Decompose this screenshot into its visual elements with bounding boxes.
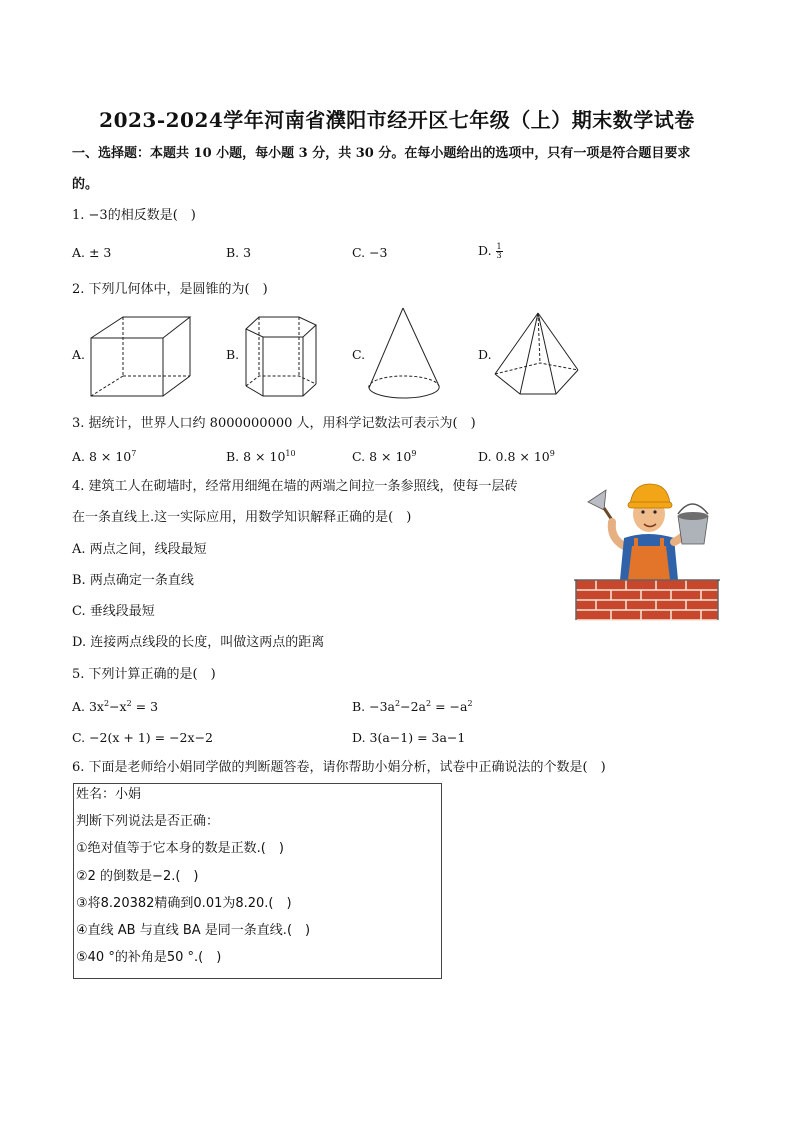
q2-option-c: C. bbox=[352, 347, 366, 362]
q3-b-base: B. 8 × 10 bbox=[226, 449, 286, 464]
q2-stem: 2. 下列几何体中，是圆锥的为( ) bbox=[72, 282, 268, 297]
q5-option-a bbox=[72, 699, 158, 714]
q1-option-d bbox=[478, 243, 503, 260]
hexagonal-prism-figure bbox=[243, 314, 321, 400]
q5-option-b bbox=[352, 699, 473, 714]
q3-option-d bbox=[478, 449, 555, 464]
q5-stem: 5. 下列计算正确的是( ) bbox=[72, 667, 216, 682]
q5-a-part2: −x bbox=[109, 699, 127, 714]
section-heading-line1: 一、选择题：本题共 10 小题，每小题 3 分，共 30 分。在每小题给出的选项中，只有一项是符合题目要求 bbox=[72, 146, 691, 161]
answer-sheet-box bbox=[73, 783, 442, 979]
q3-d-exponent: 9 bbox=[549, 449, 555, 458]
q3-option-c bbox=[352, 449, 416, 464]
q5-option-d: D. 3(a−1) = 3a−1 bbox=[352, 730, 466, 745]
q4-option-c: C. 垂线段最短 bbox=[72, 604, 155, 619]
q3-d-base: D. 0.8 × 10 bbox=[478, 449, 550, 464]
page-title: 2023-2024学年河南省濮阳市经开区七年级（上）期末数学试卷 bbox=[99, 108, 695, 132]
q5-b-part3: = −a bbox=[431, 699, 468, 714]
q4-stem-line2: 在一条直线上.这一实际应用，用数学知识解释正确的是( ) bbox=[72, 510, 412, 525]
fraction-numerator: 1 bbox=[496, 242, 502, 251]
answer-sheet-instruction: 判断下列说法是否正确： bbox=[76, 814, 220, 829]
q3-c-base: C. 8 × 10 bbox=[352, 449, 412, 464]
q1-option-c: C. −3 bbox=[352, 245, 388, 260]
q3-b-exponent: 10 bbox=[285, 449, 296, 458]
q5-a-part1: A. 3x bbox=[72, 699, 104, 714]
q5-a-exp2: 2 bbox=[126, 699, 132, 708]
q2-option-b: B. bbox=[226, 347, 240, 362]
bricklayer-illustration bbox=[574, 480, 720, 622]
q1-stem: 1. −3的相反数是( ) bbox=[72, 208, 196, 223]
q4-option-a: A. 两点之间，线段最短 bbox=[72, 542, 207, 557]
q5-b-part2: −2a bbox=[400, 699, 426, 714]
cone-figure bbox=[367, 306, 445, 402]
q4-option-b: B. 两点确定一条直线 bbox=[72, 573, 194, 588]
q3-c-exponent: 9 bbox=[411, 449, 417, 458]
q2-option-a: A. bbox=[72, 347, 86, 362]
fraction-denominator: 3 bbox=[496, 251, 502, 260]
q5-option-c: C. −2(x + 1) = −2x−2 bbox=[72, 730, 213, 745]
answer-sheet-item-3: ③将8.20382精确到0.01为8.20.( ) bbox=[76, 896, 292, 911]
pentagonal-pyramid-figure bbox=[492, 311, 582, 401]
q5-a-part3: = 3 bbox=[131, 699, 159, 714]
q3-a-base: A. 8 × 10 bbox=[72, 449, 132, 464]
q5-b-exp3: 2 bbox=[467, 699, 473, 708]
q3-stem: 3. 据统计，世界人口约 8000000000 人，用科学记数法可表示为( ) bbox=[72, 416, 476, 431]
q5-a-exp1: 2 bbox=[103, 699, 110, 708]
q4-stem-line1: 4. 建筑工人在砌墙时，经常用细绳在墙的两端之间拉一条参照线，使每一层砖 bbox=[72, 479, 518, 494]
q1-option-a: A. ± 3 bbox=[72, 245, 112, 260]
section-heading-line2: 的。 bbox=[72, 177, 99, 192]
q1-option-b: B. 3 bbox=[226, 245, 252, 260]
answer-sheet-item-5: ⑤40 °的补角是50 °.( ) bbox=[76, 950, 222, 965]
q1-option-d-label: D. bbox=[478, 243, 496, 258]
q5-b-exp1: 2 bbox=[395, 699, 401, 708]
q5-b-exp2: 2 bbox=[426, 699, 432, 708]
answer-sheet-item-1: ①绝对值等于它本身的数是正数.( ) bbox=[76, 841, 284, 856]
q6-stem: 6. 下面是老师给小娟同学做的判断题答卷，请你帮助小娟分析，试卷中正确说法的个数是( ) bbox=[72, 760, 606, 775]
q3-option-b bbox=[226, 449, 296, 464]
answer-sheet-item-4: ④直线 AB 与直线 BA 是同一条直线.( ) bbox=[76, 923, 311, 938]
q3-option-a bbox=[72, 449, 136, 464]
q4-option-d: D. 连接两点线段的长度，叫做这两点的距离 bbox=[72, 635, 325, 650]
q3-a-exponent: 7 bbox=[131, 449, 137, 458]
answer-sheet-name: 姓名：小娟 bbox=[76, 787, 142, 802]
one-third-fraction bbox=[496, 243, 503, 260]
q2-option-d: D. bbox=[478, 347, 492, 362]
q5-b-part1: B. −3a bbox=[352, 699, 396, 714]
cube-figure bbox=[90, 316, 192, 398]
answer-sheet-item-2: ②2 的倒数是−2.( ) bbox=[76, 869, 199, 884]
